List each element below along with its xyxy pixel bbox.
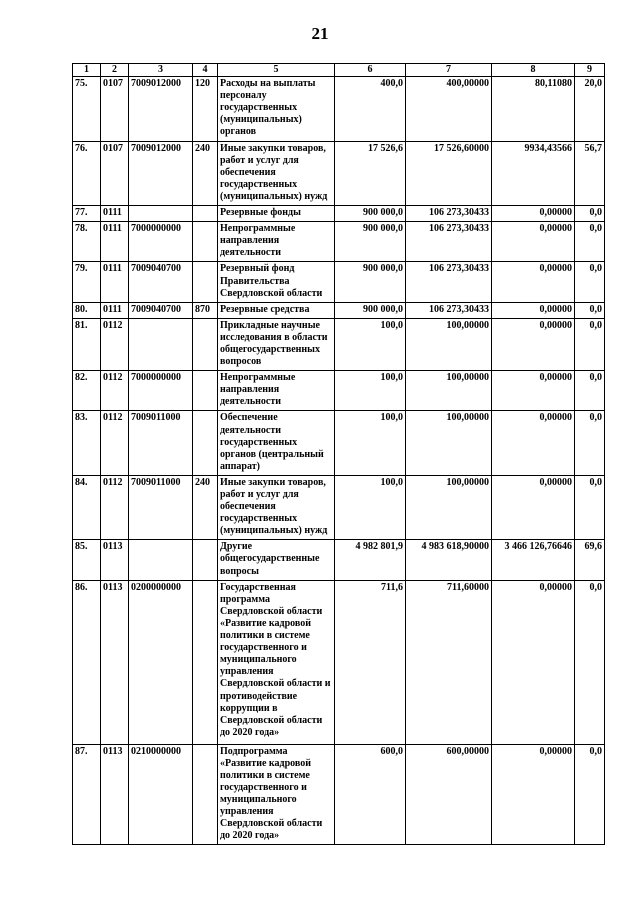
table-row <box>73 141 605 205</box>
section-code-cell: 0107 <box>101 141 129 205</box>
section-code-cell: 0111 <box>101 206 129 222</box>
section-code-cell: 0113 <box>101 540 129 580</box>
expense-type-cell: 240 <box>193 141 218 205</box>
percent-cell: 0,0 <box>575 580 605 744</box>
executed-amount-cell: 0,00000 <box>492 222 575 262</box>
column-header: 6 <box>335 64 406 77</box>
table-row <box>73 206 605 222</box>
row-number-cell: 79. <box>73 262 101 302</box>
planned-amount-cell: 4 982 801,9 <box>335 540 406 580</box>
row-number-cell: 84. <box>73 475 101 539</box>
table-row <box>73 540 605 580</box>
planned-amount-cell: 400,0 <box>335 77 406 141</box>
percent-cell: 56,7 <box>575 141 605 205</box>
description-cell: Подпрограмма «Развитие кадровой политики в системе государственного и муниципального управления Свердловской области до 2020 года» <box>218 744 335 845</box>
target-article-cell: 7000000000 <box>129 371 193 411</box>
target-article-cell: 7009040700 <box>129 302 193 318</box>
section-code-cell: 0113 <box>101 744 129 845</box>
planned-amount-cell: 900 000,0 <box>335 206 406 222</box>
target-article-cell <box>129 540 193 580</box>
table-row <box>73 222 605 262</box>
percent-cell: 0,0 <box>575 411 605 475</box>
executed-amount-cell: 0,00000 <box>492 475 575 539</box>
percent-cell: 20,0 <box>575 77 605 141</box>
target-article-cell: 7009012000 <box>129 141 193 205</box>
planned-amount-cell: 900 000,0 <box>335 262 406 302</box>
table-row <box>73 302 605 318</box>
row-number-cell: 83. <box>73 411 101 475</box>
target-article-cell: 7009011000 <box>129 475 193 539</box>
expense-type-cell <box>193 262 218 302</box>
adjusted-amount-cell: 17 526,60000 <box>406 141 492 205</box>
table-body <box>73 77 605 845</box>
description-cell: Резервные фонды <box>218 206 335 222</box>
planned-amount-cell: 711,6 <box>335 580 406 744</box>
executed-amount-cell: 0,00000 <box>492 411 575 475</box>
column-header: 7 <box>406 64 492 77</box>
target-article-cell: 7009012000 <box>129 77 193 141</box>
percent-cell: 0,0 <box>575 262 605 302</box>
executed-amount-cell: 0,00000 <box>492 371 575 411</box>
adjusted-amount-cell: 106 273,30433 <box>406 262 492 302</box>
column-header: 3 <box>129 64 193 77</box>
column-header: 4 <box>193 64 218 77</box>
description-cell: Иные закупки товаров, работ и услуг для обеспечения государственных (муниципальных) нужд <box>218 141 335 205</box>
percent-cell: 0,0 <box>575 222 605 262</box>
table-header-row <box>73 64 605 77</box>
executed-amount-cell: 0,00000 <box>492 302 575 318</box>
table-row <box>73 371 605 411</box>
expense-type-cell <box>193 580 218 744</box>
expense-type-cell <box>193 540 218 580</box>
table-row <box>73 411 605 475</box>
adjusted-amount-cell: 106 273,30433 <box>406 302 492 318</box>
adjusted-amount-cell: 100,00000 <box>406 318 492 370</box>
executed-amount-cell: 0,00000 <box>492 262 575 302</box>
expense-type-cell <box>193 744 218 845</box>
target-article-cell: 0200000000 <box>129 580 193 744</box>
adjusted-amount-cell: 4 983 618,90000 <box>406 540 492 580</box>
column-header: 8 <box>492 64 575 77</box>
section-code-cell: 0111 <box>101 302 129 318</box>
executed-amount-cell: 0,00000 <box>492 744 575 845</box>
section-code-cell: 0113 <box>101 580 129 744</box>
adjusted-amount-cell: 106 273,30433 <box>406 222 492 262</box>
percent-cell: 0,0 <box>575 302 605 318</box>
description-cell: Расходы на выплаты персоналу государственных (муниципальных) органов <box>218 77 335 141</box>
section-code-cell: 0112 <box>101 371 129 411</box>
section-code-cell: 0112 <box>101 411 129 475</box>
table-row <box>73 318 605 370</box>
expense-type-cell <box>193 222 218 262</box>
executed-amount-cell: 3 466 126,76646 <box>492 540 575 580</box>
planned-amount-cell: 600,0 <box>335 744 406 845</box>
expense-type-cell: 240 <box>193 475 218 539</box>
row-number-cell: 76. <box>73 141 101 205</box>
expense-type-cell <box>193 371 218 411</box>
planned-amount-cell: 100,0 <box>335 411 406 475</box>
section-code-cell: 0112 <box>101 318 129 370</box>
expense-type-cell: 870 <box>193 302 218 318</box>
adjusted-amount-cell: 711,60000 <box>406 580 492 744</box>
executed-amount-cell: 0,00000 <box>492 206 575 222</box>
column-header: 2 <box>101 64 129 77</box>
target-article-cell: 0210000000 <box>129 744 193 845</box>
description-cell: Непрограммные направления деятельности <box>218 371 335 411</box>
row-number-cell: 80. <box>73 302 101 318</box>
expense-type-cell <box>193 206 218 222</box>
expense-type-cell <box>193 318 218 370</box>
description-cell: Обеспечение деятельности государственных органов (центральный аппарат) <box>218 411 335 475</box>
table-row <box>73 744 605 845</box>
table-row <box>73 475 605 539</box>
description-cell: Иные закупки товаров, работ и услуг для обеспечения государственных (муниципальных) нужд <box>218 475 335 539</box>
percent-cell: 0,0 <box>575 206 605 222</box>
adjusted-amount-cell: 100,00000 <box>406 371 492 411</box>
table-row <box>73 77 605 141</box>
target-article-cell: 7009011000 <box>129 411 193 475</box>
target-article-cell: 7000000000 <box>129 222 193 262</box>
section-code-cell: 0111 <box>101 222 129 262</box>
percent-cell: 0,0 <box>575 318 605 370</box>
adjusted-amount-cell: 100,00000 <box>406 411 492 475</box>
planned-amount-cell: 100,0 <box>335 475 406 539</box>
adjusted-amount-cell: 100,00000 <box>406 475 492 539</box>
row-number-cell: 75. <box>73 77 101 141</box>
row-number-cell: 85. <box>73 540 101 580</box>
section-code-cell: 0111 <box>101 262 129 302</box>
row-number-cell: 78. <box>73 222 101 262</box>
description-cell: Другие общегосударственные вопросы <box>218 540 335 580</box>
percent-cell: 0,0 <box>575 744 605 845</box>
expense-type-cell <box>193 411 218 475</box>
description-cell: Прикладные научные исследования в области общегосударственных вопросов <box>218 318 335 370</box>
planned-amount-cell: 100,0 <box>335 318 406 370</box>
page-number: 21 <box>311 24 329 43</box>
budget-table <box>72 63 605 845</box>
description-cell: Резервные средства <box>218 302 335 318</box>
row-number-cell: 87. <box>73 744 101 845</box>
executed-amount-cell: 0,00000 <box>492 580 575 744</box>
executed-amount-cell: 0,00000 <box>492 318 575 370</box>
adjusted-amount-cell: 400,00000 <box>406 77 492 141</box>
row-number-cell: 82. <box>73 371 101 411</box>
target-article-cell: 7009040700 <box>129 262 193 302</box>
row-number-cell: 81. <box>73 318 101 370</box>
planned-amount-cell: 100,0 <box>335 371 406 411</box>
target-article-cell <box>129 318 193 370</box>
planned-amount-cell: 900 000,0 <box>335 302 406 318</box>
target-article-cell <box>129 206 193 222</box>
table-row <box>73 580 605 744</box>
executed-amount-cell: 9934,43566 <box>492 141 575 205</box>
section-code-cell: 0107 <box>101 77 129 141</box>
planned-amount-cell: 17 526,6 <box>335 141 406 205</box>
adjusted-amount-cell: 106 273,30433 <box>406 206 492 222</box>
description-cell: Государственная программа Свердловской области «Развитие кадровой политики в системе государственного и муниципального управления Свердловской области и противодействие коррупции в Свердловской области до 2020 года» <box>218 580 335 744</box>
percent-cell: 0,0 <box>575 475 605 539</box>
column-header: 5 <box>218 64 335 77</box>
column-header: 1 <box>73 64 101 77</box>
executed-amount-cell: 80,11080 <box>492 77 575 141</box>
row-number-cell: 77. <box>73 206 101 222</box>
percent-cell: 0,0 <box>575 371 605 411</box>
planned-amount-cell: 900 000,0 <box>335 222 406 262</box>
table-row <box>73 262 605 302</box>
expense-type-cell: 120 <box>193 77 218 141</box>
row-number-cell: 86. <box>73 580 101 744</box>
description-cell: Резервный фонд Правительства Свердловской области <box>218 262 335 302</box>
column-header: 9 <box>575 64 605 77</box>
adjusted-amount-cell: 600,00000 <box>406 744 492 845</box>
section-code-cell: 0112 <box>101 475 129 539</box>
description-cell: Непрограммные направления деятельности <box>218 222 335 262</box>
percent-cell: 69,6 <box>575 540 605 580</box>
